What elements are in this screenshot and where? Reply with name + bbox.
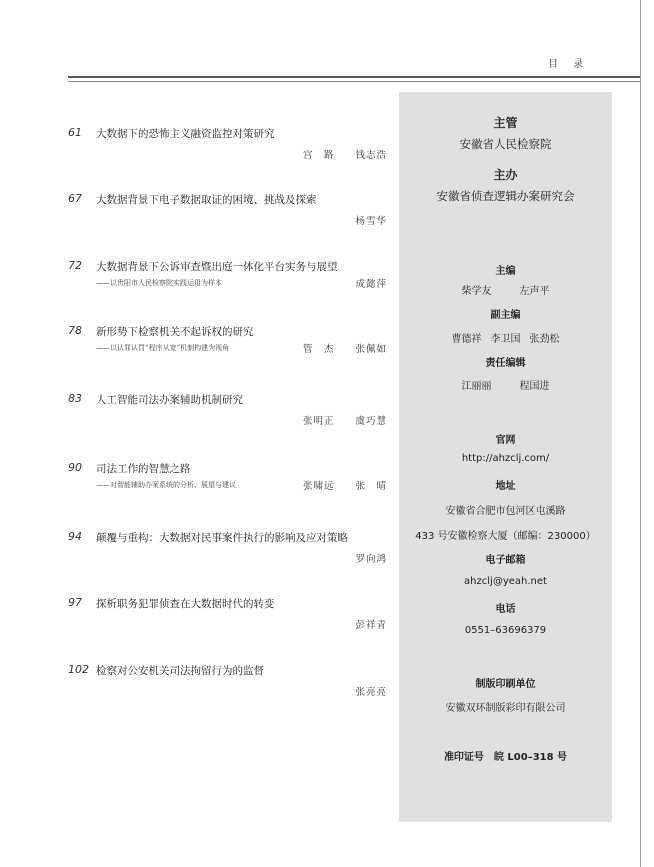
toc-page-number: 61: [68, 126, 82, 139]
chief-editor-label: 主编: [495, 266, 516, 277]
toc-page-number: 102: [68, 663, 89, 676]
deputy-editor: 李卫国: [490, 334, 521, 345]
phone-number: 0551–63696379: [464, 625, 547, 636]
phone-label: 电话: [495, 604, 516, 615]
toc-author: 管 杰 张佩如: [302, 344, 387, 355]
toc-subtitle: ——对智能辅助办案系统的分析、展望与建议: [96, 481, 236, 489]
deputy-editor: 曹德祥: [451, 334, 482, 345]
website-link[interactable]: http://ahzclj.com/: [461, 453, 550, 464]
printer-name: 安徽双环制版彩印有限公司: [445, 703, 566, 714]
page-edge-line: [640, 0, 641, 867]
managing-editor-names: [399, 377, 612, 392]
masthead-panel: [399, 92, 612, 822]
supervisor-label: 主管: [493, 116, 518, 130]
deputy-editor: 张劲松: [529, 334, 560, 345]
header-rule-thin: [68, 81, 640, 82]
toc-title[interactable]: 探析职务犯罪侦查在大数据时代的转变: [96, 598, 275, 610]
toc-title[interactable]: 大数据下的恐怖主义融资监控对策研究: [96, 128, 275, 140]
toc-title[interactable]: 颠覆与重构：大数据对民事案件执行的影响及应对策略: [96, 532, 348, 544]
toc-title[interactable]: 司法工作的智慧之路: [96, 463, 191, 475]
website-label: 官网: [495, 435, 516, 446]
toc-page-number: 83: [68, 392, 82, 405]
toc-author: 杨雪华: [355, 216, 387, 227]
email-label: 电子邮箱: [485, 555, 526, 566]
supervisor-name: 安徽省人民检察院: [459, 137, 552, 151]
toc-author: 张啸远 张 晴: [302, 481, 387, 492]
toc-title[interactable]: 新形势下检察机关不起诉权的研究: [96, 326, 254, 338]
toc-title[interactable]: 检察对公安机关司法拘留行为的监督: [96, 665, 264, 677]
address-line-2: 433 号安徽检察大厦（邮编：230000）: [415, 531, 596, 542]
header-rule-thick: [68, 76, 640, 78]
address-line-1: 安徽省合肥市包河区屯溪路: [445, 506, 566, 517]
deputy-editor-label: 副主编: [490, 310, 521, 321]
toc-page-number: 94: [68, 530, 82, 543]
toc-page-number: 97: [68, 596, 82, 609]
managing-editor: 江丽丽: [461, 381, 492, 392]
toc-title[interactable]: 人工智能司法办案辅助机制研究: [96, 394, 243, 406]
toc-title[interactable]: 大数据背景下公诉审查暨出庭一体化平台实务与展望: [96, 261, 338, 273]
managing-editor: 程国进: [519, 381, 550, 392]
address-label: 地址: [495, 481, 516, 492]
toc-subtitle: ——以贵阳市人民检察院实践运用为样本: [96, 279, 222, 287]
toc-author: 彭祥青: [355, 620, 387, 631]
email-address[interactable]: ahzclj@yeah.net: [464, 576, 547, 587]
toc-author: 张亮亮: [355, 687, 387, 698]
toc-author: 罗向鸿: [355, 554, 387, 565]
toc-page-number: 78: [68, 324, 82, 337]
toc-title[interactable]: 大数据背景下电子数据取证的困境、挑战及探索: [96, 194, 317, 206]
sponsor-name: 安徽省侦查逻辑办案研究会: [436, 189, 575, 203]
toc-author: 成懿萍: [355, 279, 387, 290]
toc-author: 宫 路 钱志浩: [302, 150, 387, 161]
toc-page-number: 90: [68, 461, 82, 474]
toc-subtitle: ——以认罪认罚“程序从宽”机制构建为视角: [96, 344, 230, 352]
managing-editor-label: 责任编辑: [485, 358, 526, 369]
printer-label: 制版印刷单位: [475, 679, 536, 690]
toc-page-number: 67: [68, 192, 82, 205]
sponsor-label: 主办: [493, 168, 518, 182]
section-header: 目 录: [548, 59, 590, 70]
chief-editor: 左声平: [519, 286, 550, 297]
chief-editor: 柴学友: [461, 286, 492, 297]
chief-editor-names: [399, 282, 612, 297]
toc-author: 张明正 虞巧慧: [302, 416, 387, 427]
toc-page-number: 72: [68, 259, 82, 272]
print-permit: 准印证号 皖 L00–318 号: [443, 752, 568, 763]
deputy-editor-names: [399, 330, 612, 345]
